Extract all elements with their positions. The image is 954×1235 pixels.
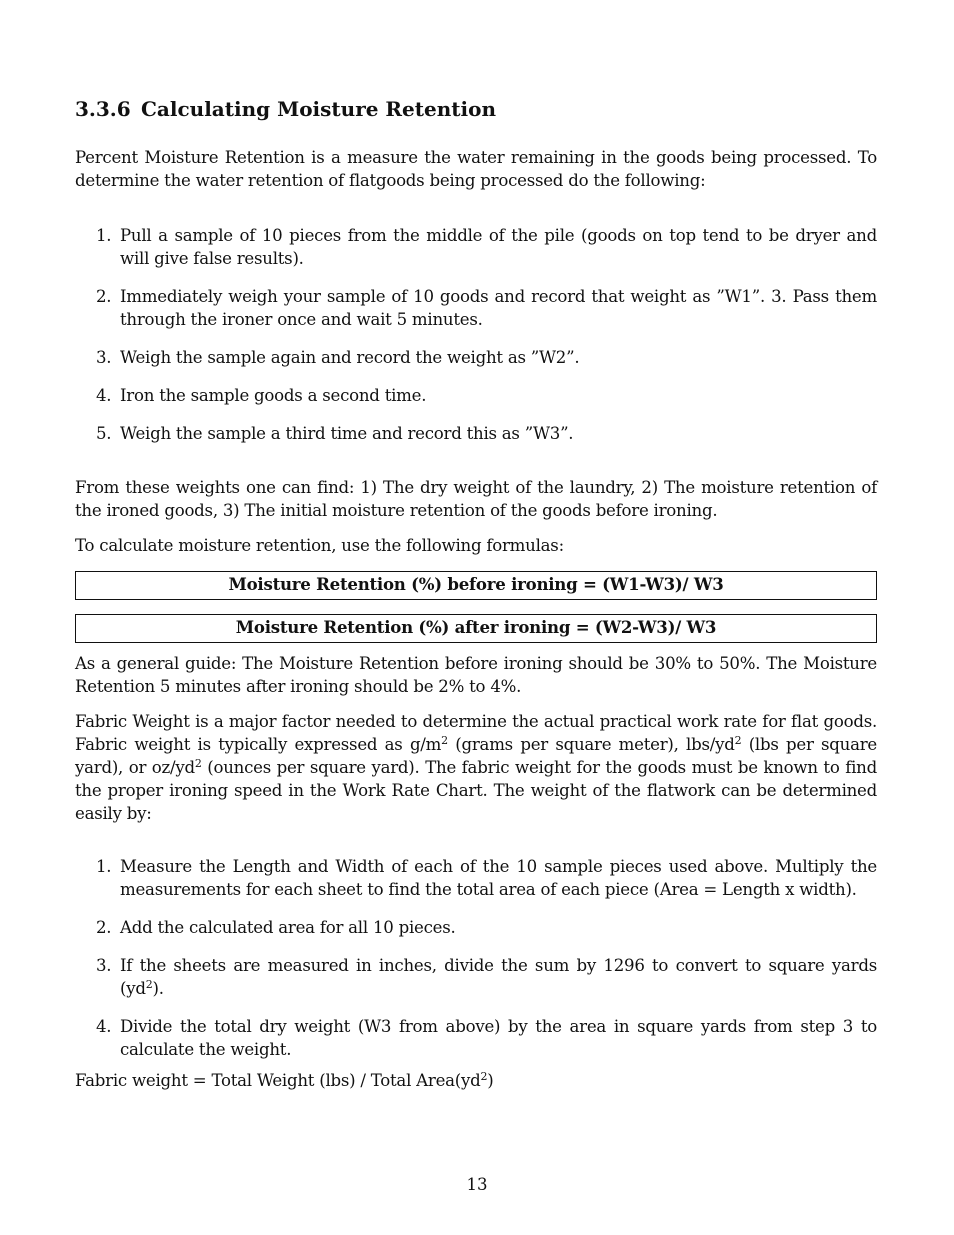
procedure-list-moisture	[75, 224, 877, 460]
formula-after-ironing: Moisture Retention (%) after ironing = (W2-W3)/ W3	[75, 614, 877, 643]
formulas-intro: To calculate moisture retention, use the following formulas:	[75, 536, 564, 555]
list-item: 1. Pull a sample of 10 pieces from the middle of the pile (goods on top tend to be dryer and will give false results).	[96, 226, 877, 268]
list-item: 1. Measure the Length and Width of each of the 10 sample pieces used above. Multiply the measurements for each sheet to find the total area of each piece (Area = Length x width).	[96, 857, 877, 899]
section-title: Calculating Moisture Retention	[141, 97, 496, 121]
list-item: 3. Weigh the sample again and record the weight as ”W2”.	[96, 348, 580, 367]
list-item: 2. Immediately weigh your sample of 10 goods and record that weight as ”W1”. 3. Pass them through the ironer once and wait 5 minutes.	[96, 287, 877, 329]
intro-paragraph: Percent Moisture Retention is a measure the water remaining in the goods being processed. To determine the water retention of flatgoods being processed do the following:	[75, 148, 877, 190]
section-heading	[75, 95, 496, 123]
formula-before-ironing: Moisture Retention (%) before ironing = (W1-W3)/ W3	[75, 571, 877, 600]
fabric-weight-formula: Fabric weight = Total Weight (lbs) / Total $Area(yd^2)$	[75, 1070, 494, 1090]
list-item: 4. Divide the total dry weight (W3 from above) by the area in square yards from step 3 to calculate the weight.	[96, 1017, 877, 1059]
page-number: 13	[466, 1175, 488, 1194]
guide-paragraph: As a general guide: The Moisture Retention before ironing should be 30% to 50%. The Moisture Retention 5 minutes after ironing should be 2% to 4%.	[75, 654, 877, 696]
list-item: 4. Iron the sample goods a second time.	[96, 386, 427, 405]
section-number: 3.3.6	[75, 97, 131, 121]
procedure-list-fabric	[75, 855, 877, 1076]
list-item: 5. Weigh the sample a third time and record this as ”W3”.	[96, 424, 574, 443]
list-item: 2. Add the calculated area for all 10 pieces.	[96, 918, 456, 937]
weights-paragraph: From these weights one can find: 1) The dry weight of the laundry, 2) The moisture retention of the ironed goods, 3) The initial moisture retention of the goods before ironing.	[75, 478, 877, 520]
list-item: 3. If the sheets are measured in inches, divide the sum by 1296 to convert to square yards $(yd^2)$.	[96, 956, 877, 998]
fabric-weight-paragraph: Fabric Weight is a major factor needed to determine the actual practical work rate for flat goods. Fabric weight is typically expressed as $g/m^2$ (grams per square meter), lbs/$yd^2$ (lbs per square yard), or $oz/yd^2$ (ounces per square yard). The fabric weight for the goods must be known to find the proper ironing speed in the Work Rate Chart. The weight of the flatwork can be determined easily by:	[75, 712, 877, 823]
